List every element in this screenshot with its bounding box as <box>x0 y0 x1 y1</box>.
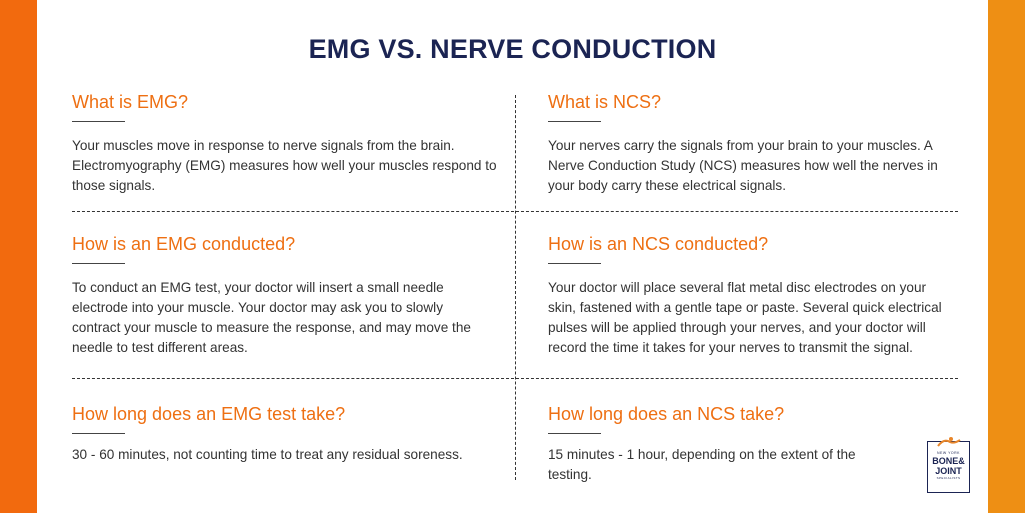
section-heading: How is an EMG conducted? <box>72 234 296 254</box>
vertical-divider <box>515 95 516 480</box>
section-text: 15 minutes - 1 hour, depending on the extent of the testing. <box>548 447 856 482</box>
section-emg-duration <box>72 403 497 465</box>
heading-underline <box>548 263 601 264</box>
heading-underline <box>548 433 601 434</box>
logo-top-text: NEW YORK <box>937 451 960 455</box>
section-heading: How long does an NCS take? <box>548 404 785 424</box>
heading-underline <box>72 121 125 122</box>
section-text: 30 - 60 minutes, not counting time to treat any residual soreness. <box>72 447 463 462</box>
section-heading: How is an NCS conducted? <box>548 234 769 254</box>
section-text: Your doctor will place several flat metal disc electrodes on your skin, fastened with a gentle tape or paste. Several quick electrical pulses will be applied through your nerves, and your doctor will record the time it takes for your nerves to transmit the signal. <box>548 280 942 355</box>
section-what-is-ncs <box>548 91 953 196</box>
left-accent-bar <box>0 0 37 513</box>
section-ncs-duration <box>548 403 868 485</box>
section-how-emg-conducted <box>72 233 487 358</box>
section-heading: How long does an EMG test take? <box>72 404 346 424</box>
brand-logo <box>927 441 970 493</box>
logo-sub-text: SPECIALISTS <box>936 476 961 480</box>
section-heading: What is EMG? <box>72 92 189 112</box>
section-how-ncs-conducted <box>548 233 953 358</box>
logo-line-2: JOINT <box>935 466 962 476</box>
section-text: Your muscles move in response to nerve signals from the brain. Electromyography (EMG) measures how well your muscles respond to those signals. <box>72 138 497 193</box>
horizontal-divider-2 <box>72 378 958 379</box>
page-title: EMG VS. NERVE CONDUCTION <box>308 34 717 64</box>
horizontal-divider-1 <box>72 211 958 212</box>
runner-icon <box>936 436 962 448</box>
section-heading: What is NCS? <box>548 92 662 112</box>
right-accent-bar <box>988 0 1025 513</box>
section-what-is-emg <box>72 91 497 196</box>
heading-underline <box>72 263 125 264</box>
section-text: To conduct an EMG test, your doctor will insert a small needle electrode into your muscle. Your doctor may ask you to slowly contract your muscle to measure the response, and may move the needle to test different areas. <box>72 280 471 355</box>
logo-line-1: BONE& <box>932 456 965 466</box>
heading-underline <box>548 121 601 122</box>
section-text: Your nerves carry the signals from your brain to your muscles. A Nerve Conduction Study (NCS) measures how well the nerves in your body carry these electrical signals. <box>548 138 938 193</box>
heading-underline <box>72 433 125 434</box>
